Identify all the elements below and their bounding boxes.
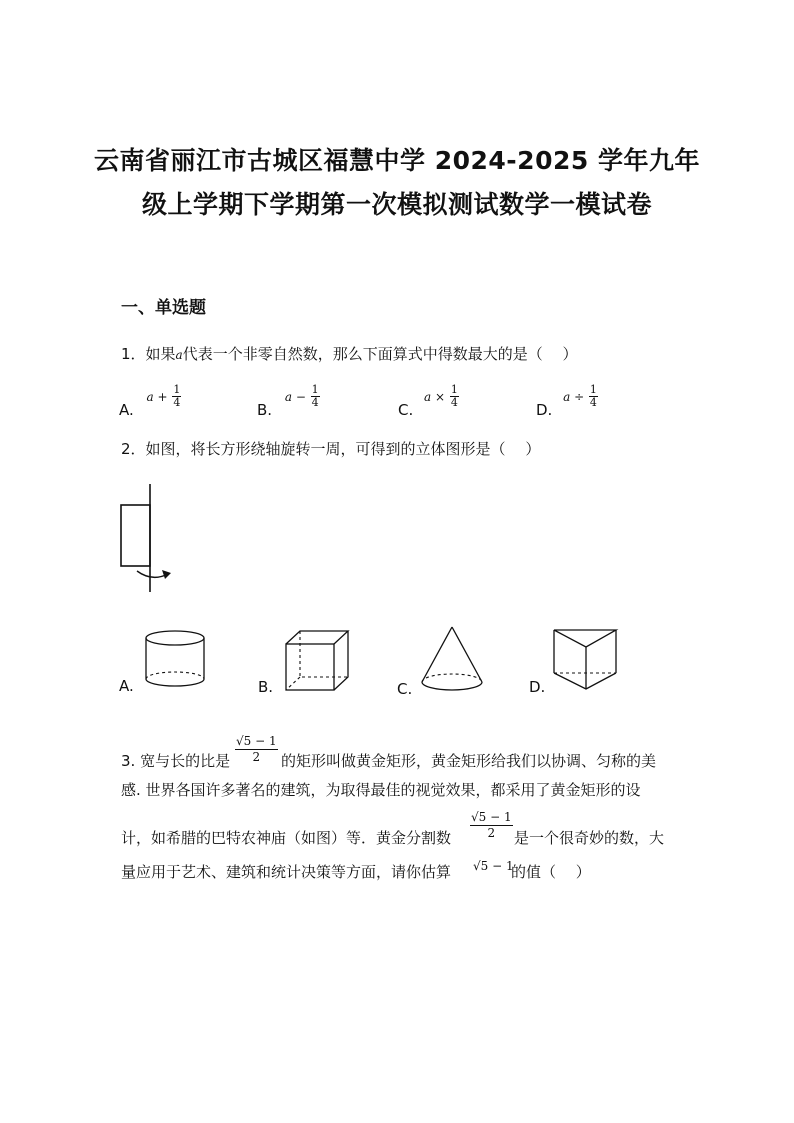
q1-option-d-expr: a ÷ <box>563 390 585 404</box>
q1-option-c[interactable] <box>398 383 459 419</box>
q3-line-1 <box>121 732 681 770</box>
page-title-line-1: 云南省丽江市古城区福慧中学 2024-2025 学年九年 <box>94 146 700 175</box>
q1-option-c-label: C. <box>398 401 414 419</box>
cylinder-figure[interactable] <box>142 628 208 692</box>
question-1 <box>121 343 577 364</box>
q1-option-b-label: B. <box>257 401 273 419</box>
cube-front-face <box>286 644 334 690</box>
q3-line-4 <box>121 860 681 890</box>
cube-hidden-edge <box>286 677 300 690</box>
fraction-denominator: 4 <box>589 396 597 409</box>
q2-option-a-label[interactable]: A. <box>119 677 134 695</box>
prism-top-face <box>554 630 616 647</box>
fraction-numerator: 1 <box>450 383 458 396</box>
q1-option-a-fraction <box>172 384 181 409</box>
fraction-numerator: 1 <box>311 383 319 396</box>
question-1-variable: a <box>175 348 183 362</box>
q1-option-a[interactable] <box>119 383 181 419</box>
q3-line-3 <box>121 800 681 848</box>
q1-option-b[interactable] <box>257 383 320 419</box>
cylinder-bottom-back <box>146 672 204 679</box>
q3-text-2: 的矩形叫做黄金矩形，黄金矩形给我们以协调、匀称的美 <box>281 752 657 770</box>
fraction-numerator: 1 <box>173 383 181 396</box>
question-1-prefix: 1．如果 <box>121 345 176 363</box>
q2-option-c-label[interactable]: C. <box>397 680 413 698</box>
page-title-line-2: 级上学期下学期第一次模拟测试数学一模试卷 <box>141 190 652 219</box>
q1-option-b-expr: a − <box>284 390 306 404</box>
question-1-text: 代表一个非零自然数，那么下面算式中得数最大的是（ ） <box>182 345 578 363</box>
rectangle-shape <box>121 505 150 566</box>
cube-figure[interactable] <box>282 628 352 694</box>
golden-ratio-fraction-2 <box>470 810 513 841</box>
q1-option-d-fraction <box>589 384 598 409</box>
prism-bottom-front <box>554 673 616 689</box>
fraction-numerator: 1 <box>589 383 597 396</box>
fraction-numerator: √5 − 1 <box>471 810 512 824</box>
cube-top-face <box>286 631 348 644</box>
q2-option-d-label[interactable]: D. <box>529 678 546 696</box>
rotation-diagram <box>110 478 190 596</box>
fraction-denominator: 2 <box>252 750 261 764</box>
q3-text-3: 计，如希腊的巴特农神庙（如图）等．黄金分割数 <box>121 829 452 847</box>
golden-ratio-fraction <box>235 734 278 765</box>
arrowhead-icon <box>162 570 171 579</box>
cone-figure[interactable] <box>419 624 485 694</box>
q1-option-c-fraction <box>450 384 459 409</box>
fraction-denominator: 2 <box>487 826 496 840</box>
cone-base-front <box>422 682 482 690</box>
triangular-prism-figure[interactable] <box>551 627 621 693</box>
cylinder-top <box>146 631 204 645</box>
fraction-denominator: 4 <box>173 396 181 409</box>
question-2: 2．如图，将长方形绕轴旋转一周，可得到的立体图形是（ ） <box>121 440 541 458</box>
fraction-numerator: √5 − 1 <box>236 734 277 748</box>
q3-text-1: 3. 宽与长的比是 <box>121 752 231 770</box>
q2-option-b-label[interactable]: B. <box>258 678 274 696</box>
q1-option-d[interactable] <box>536 383 598 419</box>
q1-option-a-label: A. <box>119 401 134 419</box>
sqrt-expression: √5 − 1 <box>473 859 514 873</box>
q1-option-a-expr: a + <box>146 390 168 404</box>
cylinder-bottom-front <box>146 679 204 686</box>
q3-text-6: 的值（ ） <box>511 863 591 881</box>
q1-option-c-expr: a × <box>424 390 446 404</box>
fraction-denominator: 4 <box>311 396 319 409</box>
question-3 <box>121 732 681 890</box>
q3-text-4: 是一个很奇妙的数，大 <box>514 829 665 847</box>
cone-base-back <box>422 674 482 682</box>
section-heading: 一、单选题 <box>121 298 206 318</box>
q1-option-d-label: D. <box>536 401 553 419</box>
q1-option-b-fraction <box>311 384 320 409</box>
cone-side-left <box>422 627 452 682</box>
q3-line-2: 感. 世界各国许多著名的建筑，为取得最佳的视觉效果，都采用了黄金矩形的设 <box>121 781 641 799</box>
fraction-denominator: 4 <box>450 396 458 409</box>
q3-text-5: 量应用于艺术、建筑和统计决策等方面，请你估算 <box>121 863 452 881</box>
cube-right-face <box>334 631 348 690</box>
